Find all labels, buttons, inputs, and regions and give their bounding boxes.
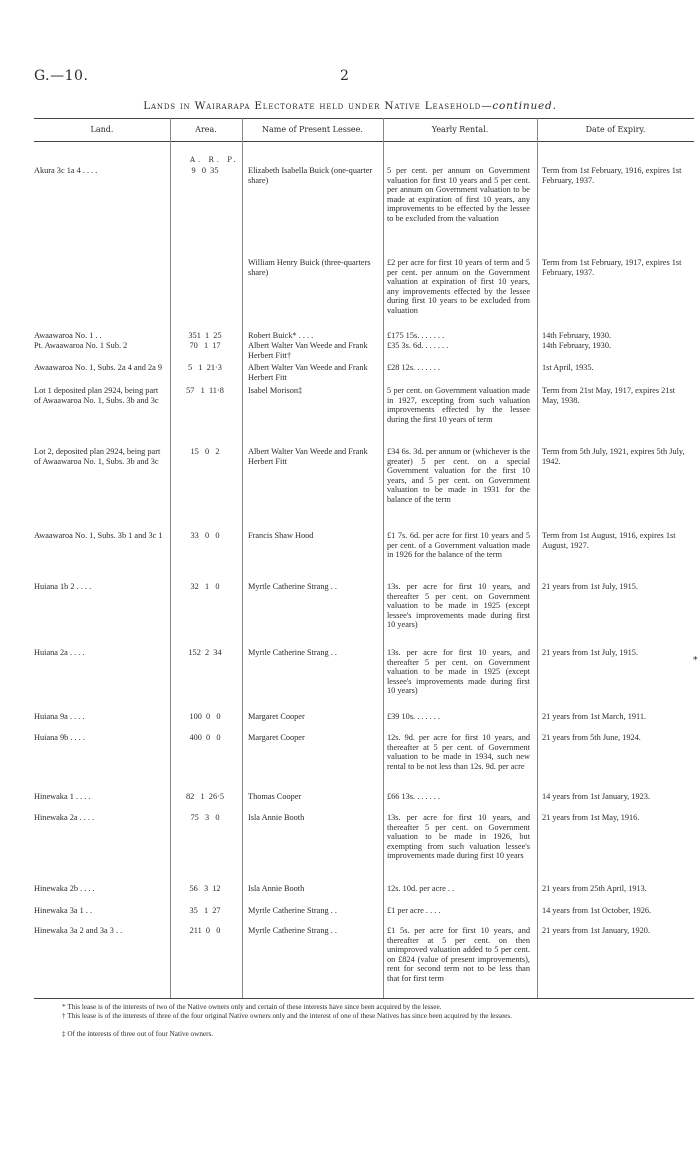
land-cell: Lot 2, deposited plan 2924, being part of Awaawaroa No. 1, Subs. 3b and 3c [34, 447, 161, 466]
rental-cell: 13s. per acre for first 10 years, and thereafter 5 per cent. on Government valuation to be made in 1926, but exempting from such valuation lessee's improvements made during first 10 years [387, 813, 530, 861]
expiry-cell: 21 years from 1st May, 1916. [542, 813, 640, 822]
column-header-area: Area. [195, 125, 217, 134]
expiry-cell: 21 years from 25th April, 1913. [542, 884, 647, 893]
expiry-cell: 14 years from 1st January, 1923. [542, 792, 650, 801]
land-cell: Huiana 9b . . . . [34, 733, 85, 742]
lessee-cell: Myrtle Catherine Strang . . [248, 926, 337, 935]
lessee-cell: William Henry Buick (three-quarters share) [248, 258, 371, 277]
footnote: * This lease is of the interests of two of the Native owners only and certain of these interests have since been acquired by the lessee. [62, 1003, 442, 1011]
expiry-cell: Term from 21st May, 1917, expires 21st May, 1938. [542, 386, 675, 405]
area-cell: 5 1 21·3 [188, 363, 222, 372]
land-cell: Hinewaka 3a 1 . . [34, 906, 93, 915]
expiry-cell: Term from 1st February, 1916, expires 1st February, 1937. [542, 166, 682, 185]
area-units-label: A. R. P. [190, 156, 239, 164]
lessee-cell: Isla Annie Booth [248, 813, 305, 822]
column-header-lessee: Name of Present Lessee. [262, 125, 363, 134]
lessee-cell: Margaret Cooper [248, 733, 305, 742]
lessee-cell: Albert Walter Van Weede and Frank Herbert Fitt [248, 447, 368, 466]
land-cell: Huiana 9a . . . . [34, 712, 85, 721]
land-cell: Pt. Awaawaroa No. 1 Sub. 2 [34, 341, 128, 350]
land-cell: Hinewaka 1 . . . . [34, 792, 91, 801]
column-header-rental: Yearly Rental. [431, 125, 489, 134]
land-cell: Huiana 2a . . . . [34, 648, 85, 657]
lessee-cell: Francis Shaw Hood [248, 531, 314, 540]
area-cell: 15 0 2 [190, 447, 220, 456]
lessee-cell: Myrtle Catherine Strang . . [248, 648, 337, 657]
land-cell: Lot 1 deposited plan 2924, being part of Awaawaroa No. 1, Subs. 3b and 3c [34, 386, 159, 405]
expiry-cell: 14th February, 1930. [542, 331, 612, 340]
table-bottom-rule [34, 998, 694, 999]
column-divider [170, 118, 171, 998]
document-code: G.—10. [34, 68, 89, 84]
lessee-cell: Margaret Cooper [248, 712, 305, 721]
area-cell: 351 1 25 [188, 331, 222, 340]
footnote: † This lease is of the interests of three of the four original Native owners only and the interest of one of these Natives has since been acquired by the lessees. [62, 1012, 512, 1020]
land-cell: Awaawaroa No. 1, Subs. 3b 1 and 3c 1 [34, 531, 163, 540]
lessee-cell: Isabel Morison‡ [248, 386, 303, 395]
rental-cell: 5 per cent. on Government valuation made in 1927, excepting from such valuation improvements effected by the lessee during the first 10 years of term [387, 386, 530, 424]
land-cell: Hinewaka 3a 2 and 3a 3 . . [34, 926, 123, 935]
land-cell: Hinewaka 2b . . . . [34, 884, 95, 893]
expiry-cell: Term from 1st February, 1917, expires 1st February, 1937. [542, 258, 682, 277]
expiry-cell: 21 years from 1st January, 1920. [542, 926, 650, 935]
area-cell: 70 1 17 [189, 341, 221, 350]
rental-cell: £35 3s. 6d. . . . . . . [387, 341, 449, 350]
rental-cell: 13s. per acre for first 10 years, and thereafter 5 per cent. on Government valuation to be made in 1925 (except lessee's improvements made during first 10 years) [387, 648, 530, 696]
rental-cell: £28 12s. . . . . . . [387, 363, 441, 372]
lessee-cell: Thomas Cooper [248, 792, 302, 801]
area-cell: 56 3 12 [189, 884, 221, 893]
expiry-cell: 21 years from 1st March, 1911. [542, 712, 647, 721]
area-cell: 82 1 26·5 [185, 792, 225, 801]
rental-cell: 13s. per acre for first 10 years, and thereafter 5 per cent. on Government valuation to be made in 1925 (except lessee's improvements made during first 10 years) [387, 582, 530, 630]
lessee-cell: Albert Walter Van Weede and Frank Herbert Fitt† [248, 341, 368, 360]
area-cell: 35 1 27 [189, 906, 221, 915]
area-cell: 75 3 0 [190, 813, 220, 822]
area-cell: 57 1 11·8 [186, 386, 224, 395]
land-cell: Awaawaroa No. 1 . . [34, 331, 102, 340]
table-title-main: Lands in Wairarapa Electorate held under Native Leasehold— [143, 100, 493, 112]
area-cell: 152 2 34 [188, 648, 222, 657]
expiry-cell: 14 years from 1st October, 1926. [542, 906, 652, 915]
rental-cell: £66 13s. . . . . . . [387, 792, 441, 801]
rental-cell: £39 10s. . . . . . . [387, 712, 441, 721]
lessee-cell: Isla Annie Booth [248, 884, 305, 893]
rental-cell: £34 6s. 3d. per annum or (whichever is the greater) 5 per cent. on a special Government valuation for the first 10 years, and 5 per cent. on Government valuation to be made in 1931 for the balance of the term [387, 447, 530, 504]
expiry-cell: 21 years from 5th June, 1924. [542, 733, 641, 742]
area-cell: 211 0 0 [189, 926, 221, 935]
rental-cell: £1 7s. 6d. per acre for first 10 years and 5 per cent. of a Government valuation made in 1926 for the balance of the term [387, 531, 530, 560]
land-cell: Awaawaroa No. 1, Subs. 2a 4 and 2a 9 [34, 363, 163, 372]
lessee-cell: Albert Walter Van Weede and Frank Herbert Fitt [248, 363, 368, 382]
area-cell: 32 1 0 [190, 582, 220, 591]
lessee-cell: Elizabeth Isabella Buick (one-quarter share) [248, 166, 373, 185]
header-top-rule [34, 118, 694, 119]
column-header-expiry: Date of Expiry. [585, 125, 646, 134]
page-number: 2 [340, 68, 349, 84]
land-cell: Akura 3c 1a 4 . . . . [34, 166, 98, 175]
area-cell: 33 0 0 [190, 531, 220, 540]
table-title-continued: continued. [492, 100, 557, 112]
rental-cell: 12s. 9d. per acre for first 10 years, and thereafter at 5 per cent. of Government valuation to be made in 1934, such new rental to be not less than 12s. 9d. per acre [387, 733, 530, 771]
rental-cell: £175 15s. . . . . . . [387, 331, 445, 340]
expiry-cell: 21 years from 1st July, 1915. [542, 648, 639, 657]
lessee-cell: Myrtle Catherine Strang . . [248, 582, 337, 591]
expiry-cell: Term from 5th July, 1921, expires 5th July, 1942. [542, 447, 685, 466]
rental-cell: £2 per acre for first 10 years of term and 5 per cent. per annum on the Government valuation at expiration of first 10 years, any improvements effected by the lessee during first 10 years to be excluded from valuation [387, 258, 530, 315]
lessee-cell: Robert Buick* . . . . [248, 331, 314, 340]
rental-cell: £1 5s. per acre for first 10 years, and thereafter at 5 per cent. on then unimproved valuation added to 5 per cent. on £824 (value of present improvements), rent for second term not to be less than that for first term [387, 926, 530, 983]
land-cell: Huiana 1b 2 . . . . [34, 582, 92, 591]
footnote: ‡ Of the interests of three out of four Native owners. [62, 1030, 214, 1038]
margin-asterisk: * [693, 656, 698, 666]
rental-cell: 5 per cent. per annum on Government valuation for first 10 years and 5 per cent. per annum on Government valuation to be made at expiration of first 10 years, any improvements to be effected by the lessee to be excluded from the valuation [387, 166, 530, 223]
land-cell: Hinewaka 2a . . . . [34, 813, 95, 822]
rental-cell: £1 per acre . . . . [387, 906, 441, 915]
rental-cell: 12s. 10d. per acre . . [387, 884, 455, 893]
column-divider [383, 118, 384, 998]
column-divider [242, 118, 243, 998]
column-divider [537, 118, 538, 998]
table-title [0, 100, 700, 112]
expiry-cell: 14th February, 1930. [542, 341, 612, 350]
expiry-cell: 1st April, 1935. [542, 363, 594, 372]
header-bottom-rule [34, 141, 694, 142]
column-header-land: Land. [90, 125, 114, 134]
area-cell: 400 0 0 [189, 733, 221, 742]
expiry-cell: Term from 1st August, 1916, expires 1st August, 1927. [542, 531, 676, 550]
lessee-cell: Myrtle Catherine Strang . . [248, 906, 337, 915]
expiry-cell: 21 years from 1st July, 1915. [542, 582, 639, 591]
area-cell: 9 0 35 [191, 166, 219, 175]
area-cell: 100 0 0 [189, 712, 221, 721]
